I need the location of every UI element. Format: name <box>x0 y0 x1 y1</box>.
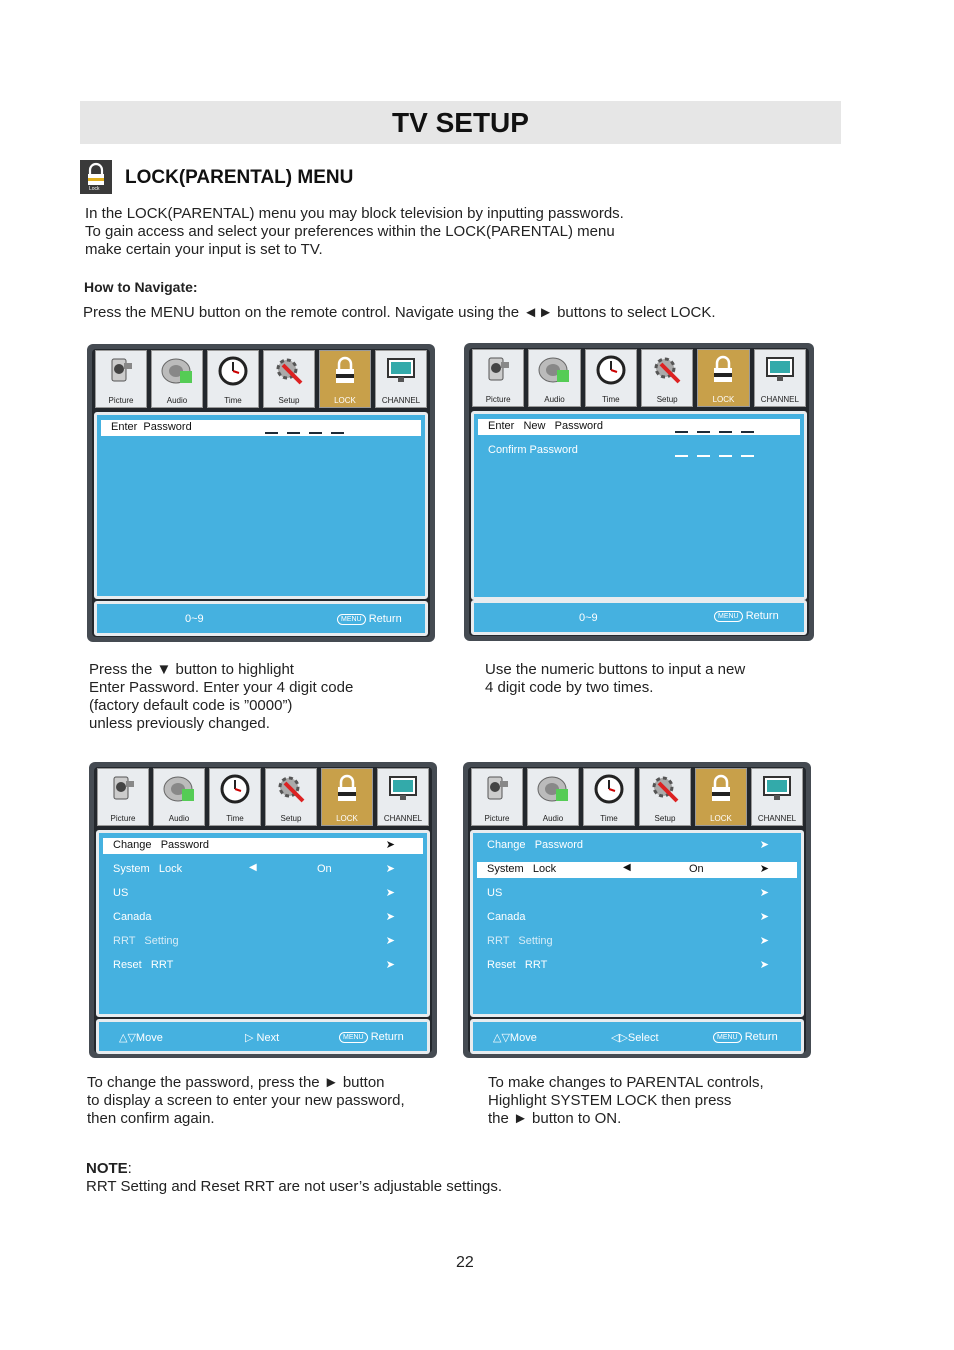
left-right-icon: ◁▷ <box>611 1032 628 1044</box>
tab-label: CHANNEL <box>383 814 423 823</box>
change-password-row[interactable]: Change Password ➤ <box>103 838 423 854</box>
left-arrow-icon: ◀ <box>249 862 257 873</box>
reset-rrt-row[interactable]: Reset RRT ➤ <box>113 959 395 971</box>
left-arrow-icon: ◀ <box>623 862 631 873</box>
change-password-row[interactable]: Change Password ➤ <box>487 839 769 851</box>
right-key-icon: ▷ <box>245 1032 254 1044</box>
menu-tabs <box>472 349 806 407</box>
tab-label: Audio <box>544 395 565 404</box>
up-down-icon: △▽ <box>119 1032 136 1044</box>
new-password-row[interactable]: Enter New Password <box>478 419 800 435</box>
canada-row[interactable]: Canada ➤ <box>487 911 769 923</box>
setup-tab[interactable] <box>265 768 317 826</box>
lock-tab[interactable] <box>319 350 371 408</box>
us-row[interactable]: US ➤ <box>487 887 769 899</box>
time-tab[interactable] <box>209 768 261 826</box>
time-tab[interactable] <box>207 350 259 408</box>
tab-label: Setup <box>280 814 302 823</box>
navigate-heading: How to Navigate: <box>84 279 198 295</box>
menu-key-icon: MENU <box>714 611 743 622</box>
up-down-icon: △▽ <box>493 1032 510 1044</box>
channel-tab[interactable] <box>754 349 806 407</box>
menu-panel <box>94 412 428 599</box>
tab-label: LOCK <box>336 814 358 823</box>
right-arrow-icon: ➤ <box>759 887 769 899</box>
tab-label: Audio <box>168 814 190 823</box>
lock-tab[interactable] <box>695 768 747 826</box>
tab-label: LOCK <box>712 395 735 404</box>
menu-key-icon: MENU <box>339 1032 368 1043</box>
picture-tab[interactable] <box>97 768 149 826</box>
tab-label: Time <box>602 395 620 404</box>
menu-tabs <box>97 768 429 826</box>
caption-1: Press the ▼ button to highlight Enter Password. Enter your 4 digit code (factory default code is ”0000”) unless previously changed. <box>89 661 354 732</box>
tab-label: Setup <box>654 814 676 823</box>
tab-label: Picture <box>484 814 510 823</box>
menu-tabs <box>471 768 803 826</box>
menu-panel <box>96 830 430 1017</box>
tv-screen-lock-menu-system <box>463 762 811 1058</box>
picture-tab[interactable] <box>471 768 523 826</box>
navigate-text: Press the MENU button on the remote control. Navigate using the ◄► buttons to select LOCK. <box>83 304 716 321</box>
system-lock-row[interactable]: System Lock ◀ On ➤ <box>113 862 395 875</box>
lock-badge-label: Lock <box>89 186 100 192</box>
footer-bar: △▽Move ◁▷Select MENU Return <box>470 1019 804 1054</box>
channel-tab[interactable] <box>751 768 803 826</box>
tab-label: CHANNEL <box>760 395 799 404</box>
tab-label: Time <box>600 814 618 823</box>
system-lock-row[interactable]: System Lock ◀ On ➤ <box>477 862 797 878</box>
system-lock-value: On <box>317 863 332 875</box>
menu-key-icon: MENU <box>713 1032 742 1043</box>
audio-tab[interactable] <box>527 768 579 826</box>
note: NOTE: RRT Setting and Reset RRT are not user’s adjustable settings. <box>86 1160 503 1195</box>
right-arrow-icon: ➤ <box>759 935 769 947</box>
intro-text: In the LOCK(PARENTAL) menu you may block television by inputting passwords. To gain access and select your preferences within the LOCK(PARENTAL) menu make certain your input is set to TV. <box>85 205 624 258</box>
right-arrow-icon: ➤ <box>385 911 395 923</box>
time-tab[interactable] <box>583 768 635 826</box>
reset-rrt-row[interactable]: Reset RRT ➤ <box>487 959 769 971</box>
lock-tab[interactable] <box>697 349 749 407</box>
setup-tab[interactable] <box>641 349 693 407</box>
tab-label: Audio <box>542 814 564 823</box>
right-arrow-icon: ➤ <box>759 959 769 971</box>
tab-label: Time <box>226 814 244 823</box>
right-arrow-icon: ➤ <box>759 839 769 851</box>
lock-tab[interactable] <box>321 768 373 826</box>
tab-label: Picture <box>110 814 136 823</box>
footer-bar: 0~9 MENU Return <box>471 600 807 635</box>
tab-label: Time <box>224 396 242 405</box>
right-arrow-icon: ➤ <box>385 887 395 899</box>
page-title: TV SETUP <box>392 107 529 138</box>
menu-panel <box>470 830 804 1017</box>
title-bar <box>80 101 841 144</box>
tv-screen-lock-menu-change <box>89 762 437 1058</box>
enter-password-row[interactable]: Enter Password <box>101 420 421 436</box>
tab-label: CHANNEL <box>757 814 797 823</box>
footer-bar: △▽Move ▷ Next MENU Return <box>96 1019 430 1054</box>
tab-label: Audio <box>166 396 188 405</box>
canada-row[interactable]: Canada ➤ <box>113 911 395 923</box>
right-arrow-icon: ➤ <box>385 863 395 875</box>
tab-label: LOCK <box>710 814 732 823</box>
audio-tab[interactable] <box>528 349 580 407</box>
tab-label: Setup <box>278 396 300 405</box>
tv-screen-new-password <box>464 343 814 641</box>
tab-label: Picture <box>485 395 511 404</box>
tab-label: Setup <box>656 395 678 404</box>
footer-bar: 0~9 MENU Return <box>94 601 428 636</box>
picture-tab[interactable] <box>472 349 524 407</box>
audio-tab[interactable] <box>151 350 203 408</box>
tab-label: CHANNEL <box>381 396 421 405</box>
right-arrow-icon: ➤ <box>385 935 395 947</box>
setup-tab[interactable] <box>639 768 691 826</box>
section-title: LOCK(PARENTAL) MENU <box>125 167 354 188</box>
time-tab[interactable] <box>585 349 637 407</box>
setup-tab[interactable] <box>263 350 315 408</box>
menu-tabs <box>95 350 427 408</box>
system-lock-value: On <box>689 863 704 875</box>
tab-label: Picture <box>108 396 134 405</box>
right-arrow-icon: ➤ <box>759 911 769 923</box>
page-number: 22 <box>456 1254 474 1271</box>
rrt-setting-row[interactable]: RRT Setting ➤ <box>487 935 769 947</box>
menu-panel <box>471 411 807 600</box>
caption-3: To change the password, press the ► button to display a screen to enter your new password, then confirm again. <box>87 1074 405 1127</box>
tab-label: LOCK <box>334 396 356 405</box>
tv-screen-enter-password <box>87 344 435 642</box>
caption-2: Use the numeric buttons to input a new 4 digit code by two times. <box>485 661 746 696</box>
us-row[interactable]: US ➤ <box>113 887 395 899</box>
confirm-password-row[interactable]: Confirm Password <box>478 443 800 459</box>
menu-key-icon: MENU <box>337 614 366 625</box>
right-arrow-icon: ➤ <box>759 863 769 875</box>
right-arrow-icon: ➤ <box>385 839 395 851</box>
picture-tab[interactable] <box>95 350 147 408</box>
right-arrow-icon: ➤ <box>385 959 395 971</box>
rrt-setting-row[interactable]: RRT Setting ➤ <box>113 935 395 947</box>
audio-tab[interactable] <box>153 768 205 826</box>
lock-icon <box>80 160 112 194</box>
channel-tab[interactable] <box>375 350 427 408</box>
channel-tab[interactable] <box>377 768 429 826</box>
caption-4: To make changes to PARENTAL controls, Highlight SYSTEM LOCK then press the ► button to ON. <box>488 1074 764 1127</box>
